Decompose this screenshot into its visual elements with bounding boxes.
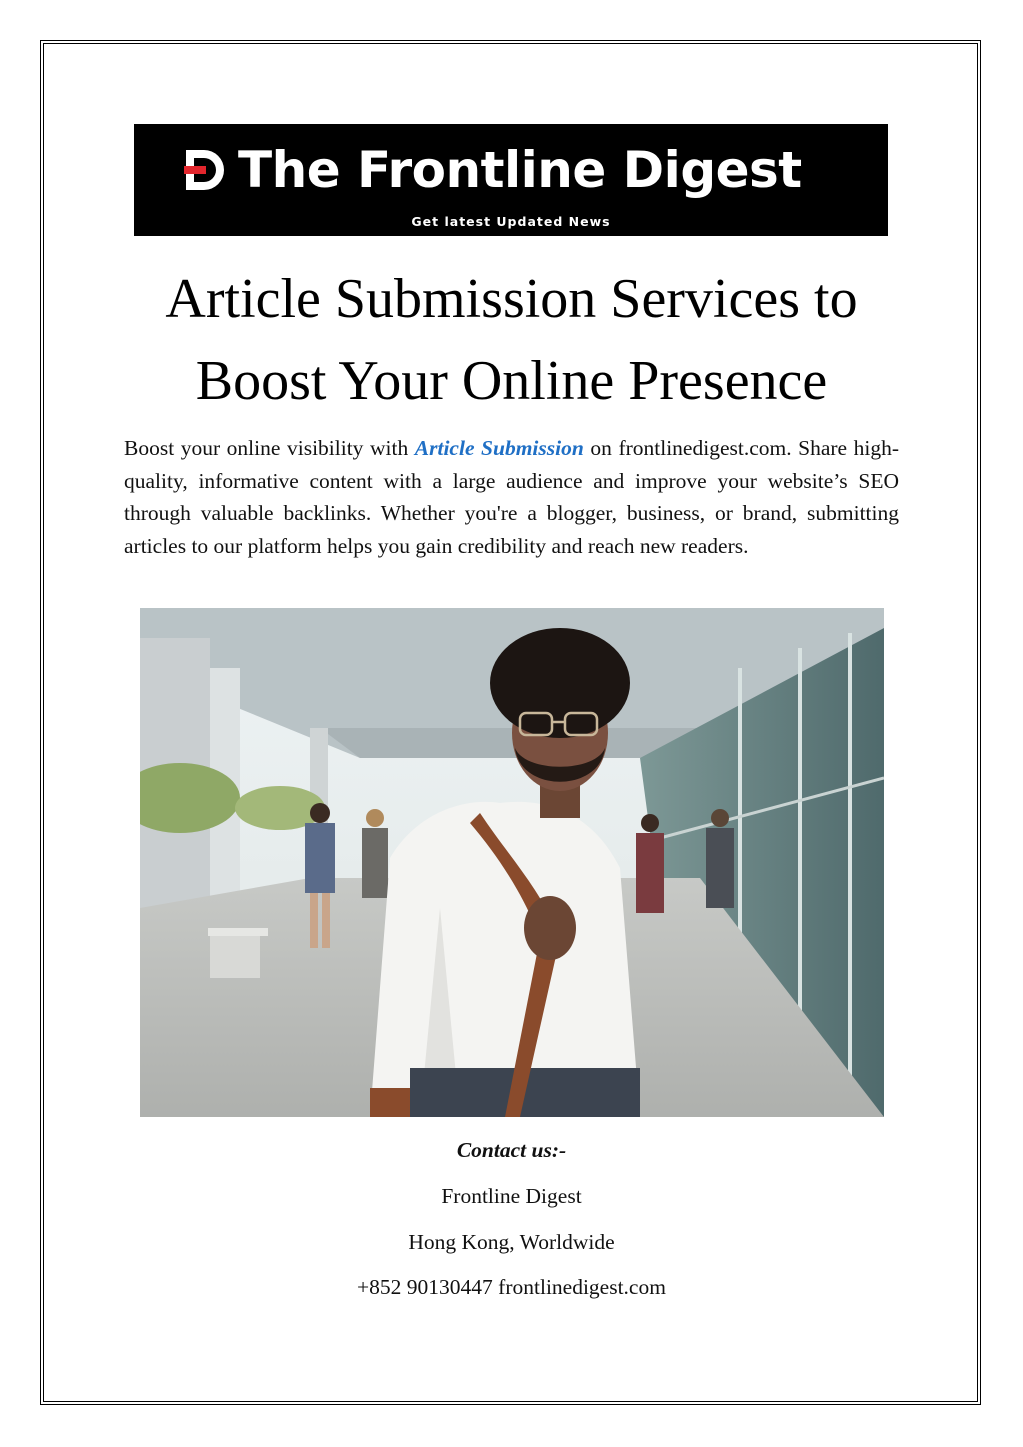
page-title [60, 258, 963, 422]
intro-text-start: Boost your online visibility with [124, 436, 409, 460]
frontline-digest-logo-icon [184, 144, 224, 196]
photo-man-with-bag-icon [140, 608, 884, 1117]
page-title-line-1: Article Submission Services to [165, 268, 858, 330]
article-submission-link[interactable]: Article Submission [414, 436, 584, 460]
contact-website[interactable]: frontlinedigest.com [498, 1275, 666, 1299]
logo-tagline: Get latest Updated News [411, 214, 611, 229]
contact-address: Hong Kong, Worldwide [408, 1230, 615, 1254]
page-title-line-2: Boost Your Online Presence [195, 350, 828, 412]
logo-title: The Frontline Digest [238, 141, 802, 199]
intro-text-end: on frontlinedigest.com. Share high-quality, informative content with a large audience and improve your website’s SEO through valuable backlinks. Whether you're a blogger, business, or brand, submitting articles to our platform helps you gain credibility and reach new readers. [124, 436, 900, 558]
contact-phone[interactable]: +852 90130447 [357, 1275, 493, 1299]
logo-banner [134, 124, 888, 236]
contact-phone-website [0, 1273, 1023, 1301]
intro-paragraph [124, 432, 899, 562]
hero-photo [140, 608, 884, 1117]
contact-name: Frontline Digest [441, 1184, 582, 1208]
contact-heading: Contact us:- [456, 1138, 567, 1162]
